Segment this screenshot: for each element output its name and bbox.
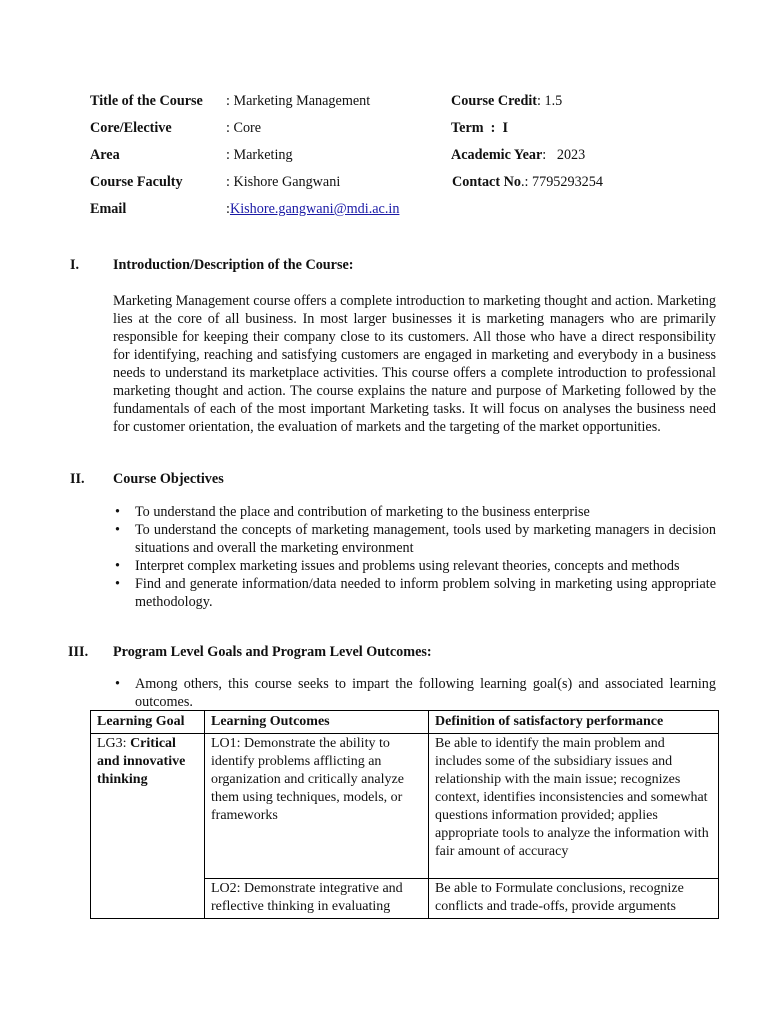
outcome-cell: LO2: Demonstrate integrative and reflective thinking in evaluating <box>205 879 429 919</box>
learning-goal-cell <box>91 734 205 919</box>
definition-cell: Be able to Formulate conclusions, recognize conflicts and trade-offs, provide arguments <box>429 879 719 919</box>
objectives-list <box>113 503 716 611</box>
objective-item: • Interpret complex marketing issues and problems using relevant theories, concepts and methods <box>113 557 716 575</box>
header-term: Term : I <box>451 120 509 136</box>
contact-value: .: 7795293254 <box>520 174 603 190</box>
goal-prefix: LG3: <box>97 736 131 751</box>
contact-label: Contact No <box>452 174 521 190</box>
section-3-title: Program Level Goals and Program Level Outcomes: <box>113 644 432 660</box>
table-header-outcomes: Learning Outcomes <box>205 711 429 734</box>
header-contact <box>452 173 603 191</box>
email-prefix: : <box>226 201 230 217</box>
header-label-title: Title of the Course <box>90 93 203 109</box>
academic-year-label: Academic Year <box>451 147 543 163</box>
header-label-faculty: Course Faculty <box>90 174 183 190</box>
objective-item: • To understand the concepts of marketing management, tools used by marketing managers in decision situations and overall the marketing environment <box>113 521 716 557</box>
outcome-cell: LO1: Demonstrate the ability to identify problems afflicting an organization and critically analyze them using techniques, models, or frameworks <box>205 734 429 879</box>
table-header-goal: Learning Goal <box>91 711 205 734</box>
header-label-core: Core/Elective <box>90 120 172 136</box>
section-3-number: III. <box>68 644 89 660</box>
header-academic-year <box>451 146 585 164</box>
header-course-credit <box>451 92 562 110</box>
header-value-core: : Core <box>226 120 262 136</box>
learning-goals-table <box>90 710 719 919</box>
intro-paragraph: Marketing Management course offers a complete introduction to marketing thought and action. Marketing lies at the core of all business. In most larger businesses it is marketing managers who are primarily responsible for keeping their company close to its customers. All those who have a direct responsibility for identifying, reaching and satisfying customers are engaged in marketing and everybody in a business needs to understand its marketplace activities. This course offers a complete introduction to professional marketing thought and action. The course explains the nature and purpose of Marketing followed by the fundamentals of each of the most important Marketing tasks. It will focus on analyses the business need for customer orientation, the evaluation of markets and the targeting of the market opportunities. <box>113 293 716 435</box>
header-value-area: : Marketing <box>226 147 293 163</box>
section-1-title: Introduction/Description of the Course: <box>113 257 354 273</box>
definition-cell: Be able to identify the main problem and includes some of the subsidiary issues and relationship with the main issue; recognizes context, identifies inconsistencies and somewhat questions information provided; applies appropriate tools to analyze the information with fair amount of accuracy <box>429 734 719 879</box>
course-credit-value: : 1.5 <box>537 93 563 109</box>
header-value-title: : Marketing Management <box>226 93 371 109</box>
header-label-area: Area <box>90 147 120 163</box>
section-2-number: II. <box>70 471 85 487</box>
goal-title: Critical and innovative thinking <box>97 736 186 787</box>
course-credit-label: Course Credit <box>451 93 538 109</box>
header-label-email: Email <box>90 201 127 217</box>
header-email <box>226 200 399 218</box>
objective-item: • Find and generate information/data needed to inform problem solving in marketing using appropriate methodology. <box>113 575 716 611</box>
goals-intro-list <box>113 675 716 711</box>
table-header-definition: Definition of satisfactory performance <box>429 711 719 734</box>
header-value-faculty: : Kishore Gangwani <box>226 174 341 190</box>
email-link[interactable]: Kishore.gangwani@mdi.ac.in <box>229 201 400 217</box>
goals-intro-item: • Among others, this course seeks to impart the following learning goal(s) and associated learning outcomes. <box>113 675 716 711</box>
academic-year-value: : 2023 <box>542 147 586 163</box>
objective-item: • To understand the place and contribution of marketing to the business enterprise <box>113 503 716 521</box>
section-2-title: Course Objectives <box>113 471 224 487</box>
section-1-number: I. <box>70 257 80 273</box>
table-row <box>91 734 719 879</box>
table-header-row <box>91 711 719 734</box>
